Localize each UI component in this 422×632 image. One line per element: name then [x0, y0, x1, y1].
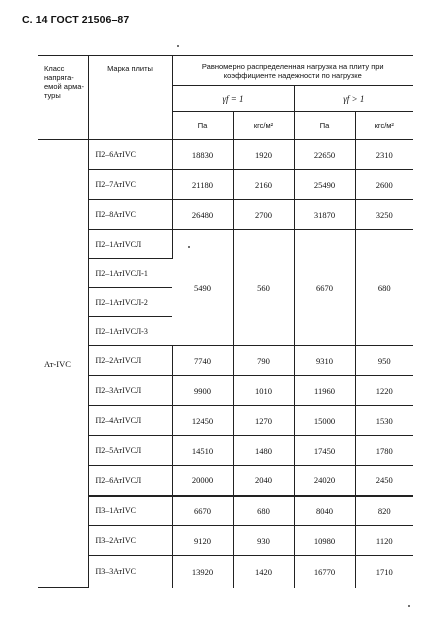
- class-column-header: Класс напряга-емой арма-туры: [38, 56, 88, 140]
- row-kgs1: 1270: [233, 406, 294, 436]
- row-mark: П2–8АтIVС: [88, 200, 172, 230]
- row-pa2: 24020: [294, 466, 355, 496]
- row-pa1: 6670: [172, 496, 233, 526]
- table-row: [38, 526, 413, 556]
- row-pa1: 7740: [172, 346, 233, 376]
- row-mark: П2–2АтIVСЛ: [88, 346, 172, 376]
- row-pa1: 26480: [172, 200, 233, 230]
- class-label: Ат-IVС: [38, 140, 88, 588]
- row-pa2: 15000: [294, 406, 355, 436]
- row-pa2: 22650: [294, 140, 355, 170]
- row-pa1: 20000: [172, 466, 233, 496]
- row-mark: П2–1АтIVСЛ: [88, 230, 172, 259]
- row-mark: П2–3АтIVСЛ: [88, 376, 172, 406]
- row-pa1: 18830: [172, 140, 233, 170]
- table-row: [38, 466, 413, 496]
- table-row: [38, 376, 413, 406]
- row-kgs1: 2040: [233, 466, 294, 496]
- row-kgs1: 2700: [233, 200, 294, 230]
- header-row-1: [38, 56, 413, 86]
- unit-kgs-1: кгс/м²: [233, 112, 294, 140]
- row-mark: П3–3АтIVС: [88, 556, 172, 588]
- row-kgs2: 2310: [355, 140, 413, 170]
- row-pa2: 8040: [294, 496, 355, 526]
- unit-kgs-2: кгс/м²: [355, 112, 413, 140]
- unit-pa-2: Па: [294, 112, 355, 140]
- row-kgs1: 1010: [233, 376, 294, 406]
- table-row: [38, 406, 413, 436]
- row-mark: П2–6АтIVС: [88, 140, 172, 170]
- row-kgs1: 1920: [233, 140, 294, 170]
- table-row: [38, 170, 413, 200]
- row-kgs2: 2600: [355, 170, 413, 200]
- row-kgs2: 2450: [355, 466, 413, 496]
- row-pa2: 10980: [294, 526, 355, 556]
- unit-pa-1: Па: [172, 112, 233, 140]
- table-row: [38, 496, 413, 526]
- row-mark: П2–1АтIVСЛ-2: [88, 288, 172, 317]
- gamma-gt-header: γf > 1: [294, 86, 413, 112]
- row-kgs2: 820: [355, 496, 413, 526]
- row-kgs2: 1530: [355, 406, 413, 436]
- row-mark: П3–1АтIVС: [88, 496, 172, 526]
- row-kgs1: 790: [233, 346, 294, 376]
- scan-speck: [408, 605, 410, 607]
- row-kgs2: 1710: [375, 566, 393, 577]
- row-kgs1: 680: [233, 496, 294, 526]
- row-pa1: 12450: [172, 406, 233, 436]
- row-kgs1: 2160: [233, 170, 294, 200]
- row-mark: П3–2АтIVС: [88, 526, 172, 556]
- row-kgs2: 1220: [355, 376, 413, 406]
- table-row: [38, 140, 413, 170]
- mark-column-header: Марка плиты: [88, 56, 172, 140]
- row-mark: П2–6АтIVСЛ: [88, 466, 172, 496]
- load-table: [38, 55, 413, 588]
- load-group-header: Равномерно распределенная нагрузка на плиту при коэффициенте надежности по нагрузке: [172, 56, 413, 86]
- row-pa2: 17450: [294, 436, 355, 466]
- row-pa1: 9120: [172, 526, 233, 556]
- merged-pa2: 6670: [294, 230, 355, 346]
- row-mark: П2–1АтIVСЛ-3: [88, 317, 172, 346]
- row-kgs1: 930: [233, 526, 294, 556]
- row-pa2: 31870: [294, 200, 355, 230]
- table-row: [38, 436, 413, 466]
- table-row: [38, 556, 413, 588]
- table-row: [38, 230, 413, 259]
- row-mark: П2–4АтIVСЛ: [88, 406, 172, 436]
- row-kgs2: 1780: [355, 436, 413, 466]
- table-row: [38, 346, 413, 376]
- row-kgs2: 950: [355, 346, 413, 376]
- table-row: [38, 200, 413, 230]
- row-kgs1: 1420: [233, 556, 294, 588]
- row-mark: П2–5АтIVСЛ: [88, 436, 172, 466]
- row-pa1: 13920: [172, 556, 233, 588]
- row-pa1: 9900: [172, 376, 233, 406]
- row-pa1: 14510: [172, 436, 233, 466]
- page-header: С. 14 ГОСТ 21506–87: [22, 14, 130, 26]
- merged-kgs1: 560: [233, 230, 294, 346]
- merged-kgs2: 680: [355, 230, 413, 346]
- row-kgs2: 1120: [355, 526, 413, 556]
- row-mark: П2–1АтIVСЛ-1: [88, 259, 172, 288]
- row-pa2: 9310: [294, 346, 355, 376]
- row-pa2: 16770: [294, 556, 355, 588]
- scan-speck: [177, 45, 179, 47]
- row-kgs2: 3250: [355, 200, 413, 230]
- row-pa2: 25490: [294, 170, 355, 200]
- scan-speck: [188, 246, 190, 248]
- row-pa1: 21180: [172, 170, 233, 200]
- row-mark: П2–7АтIVС: [88, 170, 172, 200]
- row-pa2: 11960: [294, 376, 355, 406]
- merged-pa1: 5490: [172, 230, 233, 346]
- row-kgs1: 1480: [233, 436, 294, 466]
- gamma-eq-header: γf = 1: [172, 86, 294, 112]
